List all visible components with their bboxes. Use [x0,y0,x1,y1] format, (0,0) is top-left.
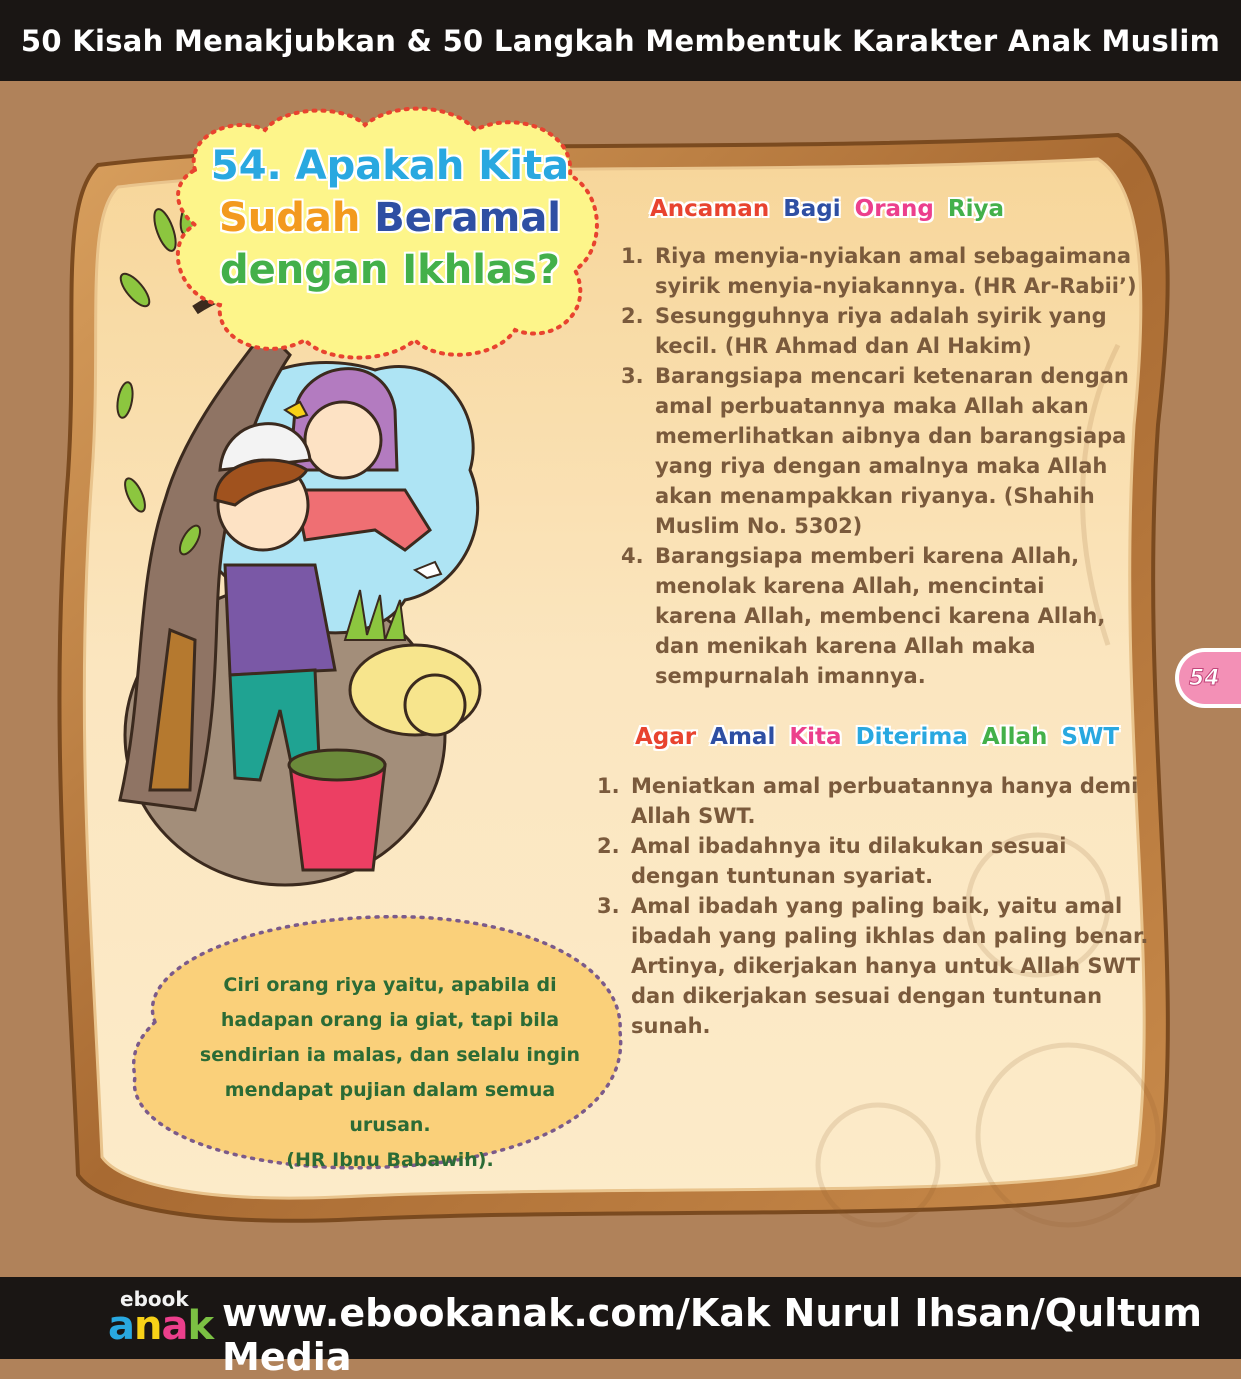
title-word: 54. [210,143,282,189]
item-line: Riya menyia-nyiakan amal sebagaimana [655,244,1132,268]
logo-letter: a [161,1303,188,1349]
item-number: 3. [621,364,644,388]
item-line: memerlihatkan aibnya dan barangsiapa [655,424,1127,448]
note-line: urusan. [349,1114,431,1136]
item-line: Barangsiapa mencari ketenaran dengan [655,364,1129,388]
item-line: Artinya, dikerjakan hanya untuk Allah SWT [631,954,1141,978]
item-line: akan menampakkan riyanya. (Shahih [655,484,1095,508]
note-line: Ciri orang riya yaitu, apabila di [223,974,557,996]
title-word: dengan [220,247,389,293]
footer [0,1277,1241,1379]
title-word: Sudah [218,195,361,241]
item-number: 4. [621,544,644,568]
item-line: sempurnalah imannya. [655,664,926,688]
item-line: dan menikah karena Allah maka [655,634,1036,658]
heading-word: Amal [710,724,776,750]
ebookanak-logo [108,1287,214,1349]
item-line: Amal ibadahnya itu dilakukan sesuai [631,834,1067,858]
list-item [597,891,1167,1041]
heading-word: Kita [789,724,842,750]
note-line: sendirian ia malas, dan selalu ingin [199,1044,581,1066]
item-number: 1. [621,244,644,268]
heading-word: Ancaman [650,196,770,222]
item-line: dan dikerjakan sesuai dengan tuntunan [631,984,1103,1008]
heading-word: Diterima [855,724,968,750]
section-heading-agar [635,724,1125,750]
list-item [621,301,1151,361]
heading-word: Orang [854,196,934,222]
logo-letter: n [134,1303,162,1349]
item-line: Amal ibadah yang paling baik, yaitu amal [631,894,1123,918]
note-line: (HR Ibnu Babawih). [286,1149,494,1171]
item-line: Meniatkan amal perbuatannya hanya demi [631,774,1139,798]
item-line: syirik menyia-nyiakannya. (HR Ar-Rabii’) [655,274,1137,298]
item-line: Allah SWT. [631,804,756,828]
item-line: Muslim No. 5302) [655,514,863,538]
list-item [621,541,1151,691]
note-line: mendapat pujian dalam semua [224,1079,556,1101]
page-number: 54 [1189,665,1220,691]
section-heading-ancaman [650,196,1010,222]
logo-letter: a [108,1303,134,1349]
accepted-deeds-list [597,771,1167,1041]
heading-word: Riya [947,196,1005,222]
item-line: dengan tuntunan syariat. [631,864,934,888]
logo-top-text: ebook [120,1287,189,1311]
riya-note [190,968,590,1178]
item-line: karena Allah, membenci karena Allah, [655,604,1106,628]
title-word: Beramal [374,195,562,241]
item-line: Barangsiapa memberi karena Allah, [655,544,1080,568]
item-number: 3. [597,894,620,918]
list-item [621,361,1151,541]
title-word: Apakah [295,143,465,189]
list-item [597,771,1167,831]
note-line: hadapan orang ia giat, tapi bila [220,1009,560,1031]
item-line: sunah. [631,1014,711,1038]
title-word: Kita [478,143,570,189]
riya-threat-list [621,241,1151,691]
heading-word: Allah [981,724,1048,750]
item-number: 1. [597,774,620,798]
item-line: ibadah yang paling ikhlas dan paling benar. [631,924,1149,948]
lesson-title [205,140,575,296]
heading-word: Agar [635,724,697,750]
title-word: Ikhlas? [402,247,560,293]
item-line: kecil. (HR Ahmad dan Al Hakim) [655,334,1032,358]
item-line: amal perbuatannya maka Allah akan [655,394,1089,418]
heading-word: SWT [1061,724,1120,750]
logo-word [108,1303,213,1349]
page-number-badge [1175,648,1241,708]
item-number: 2. [621,304,644,328]
header-title: 50 Kisah Menakjubkan & 50 Langkah Membentuk Karakter Anak Muslim [0,0,1241,81]
item-number: 2. [597,834,620,858]
list-item [621,241,1151,301]
footer-url: www.ebookanak.com/Kak Nurul Ihsan/Qultum Media [222,1291,1203,1379]
heading-word: Bagi [783,196,841,222]
item-line: Sesungguhnya riya adalah syirik yang [655,304,1107,328]
item-line: yang riya dengan amalnya maka Allah [655,454,1108,478]
item-line: menolak karena Allah, mencintai [655,574,1045,598]
logo-letter: k [187,1303,214,1349]
list-item [597,831,1167,891]
